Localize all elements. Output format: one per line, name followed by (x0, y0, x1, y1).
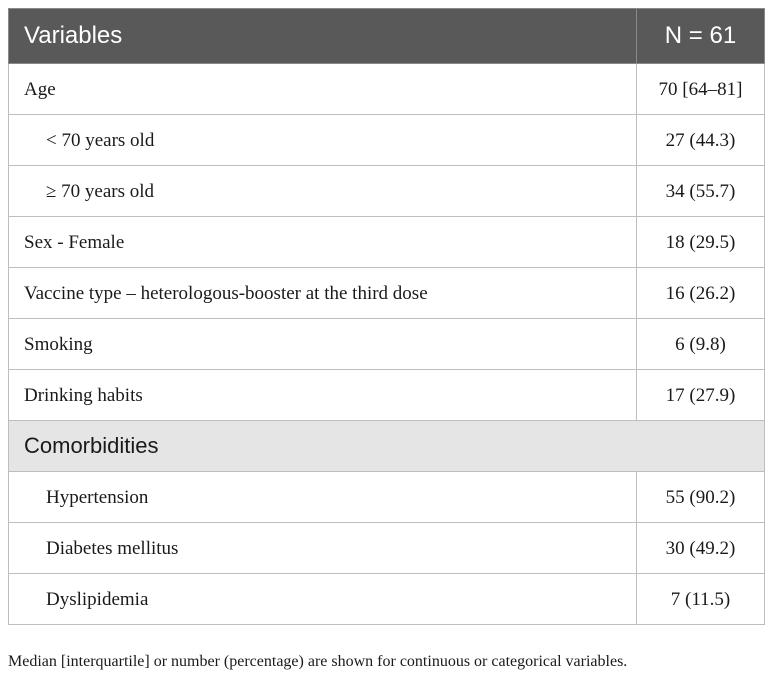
row-value: 17 (27.9) (637, 370, 765, 421)
table-row-sex (9, 217, 765, 268)
row-value: 16 (26.2) (637, 268, 765, 319)
table-row-vaccine-type (9, 268, 765, 319)
table-row-age-under-70 (9, 115, 765, 166)
row-value: 30 (49.2) (637, 523, 765, 574)
table-row-dyslipidemia (9, 574, 765, 625)
row-value: 70 [64–81] (637, 64, 765, 115)
section-label: Comorbidities (9, 421, 765, 472)
row-label: Age (9, 64, 637, 115)
row-value: 7 (11.5) (637, 574, 765, 625)
row-label: < 70 years old (9, 115, 637, 166)
characteristics-table-container (8, 8, 764, 625)
row-label: Diabetes mellitus (9, 523, 637, 574)
row-value: 18 (29.5) (637, 217, 765, 268)
table-row-age-70-plus (9, 166, 765, 217)
row-label: Dyslipidemia (9, 574, 637, 625)
row-label: Smoking (9, 319, 637, 370)
row-label: Drinking habits (9, 370, 637, 421)
row-value: 27 (44.3) (637, 115, 765, 166)
table-row-diabetes (9, 523, 765, 574)
table-row-smoking (9, 319, 765, 370)
row-label: Hypertension (9, 472, 637, 523)
section-row-comorbidities (9, 421, 765, 472)
row-label: Vaccine type – heterologous-booster at the third dose (9, 268, 637, 319)
table-footnote: Median [interquartile] or number (percentage) are shown for continuous or categorical variables. (8, 653, 628, 670)
row-label: Sex - Female (9, 217, 637, 268)
row-value: 6 (9.8) (637, 319, 765, 370)
table-row-age (9, 64, 765, 115)
row-value: 34 (55.7) (637, 166, 765, 217)
characteristics-table (8, 8, 765, 625)
table-row-hypertension (9, 472, 765, 523)
header-n: N = 61 (637, 9, 765, 64)
table-header-row (9, 9, 765, 64)
row-value: 55 (90.2) (637, 472, 765, 523)
header-variables: Variables (9, 9, 637, 64)
table-row-drinking (9, 370, 765, 421)
row-label: ≥ 70 years old (9, 166, 637, 217)
